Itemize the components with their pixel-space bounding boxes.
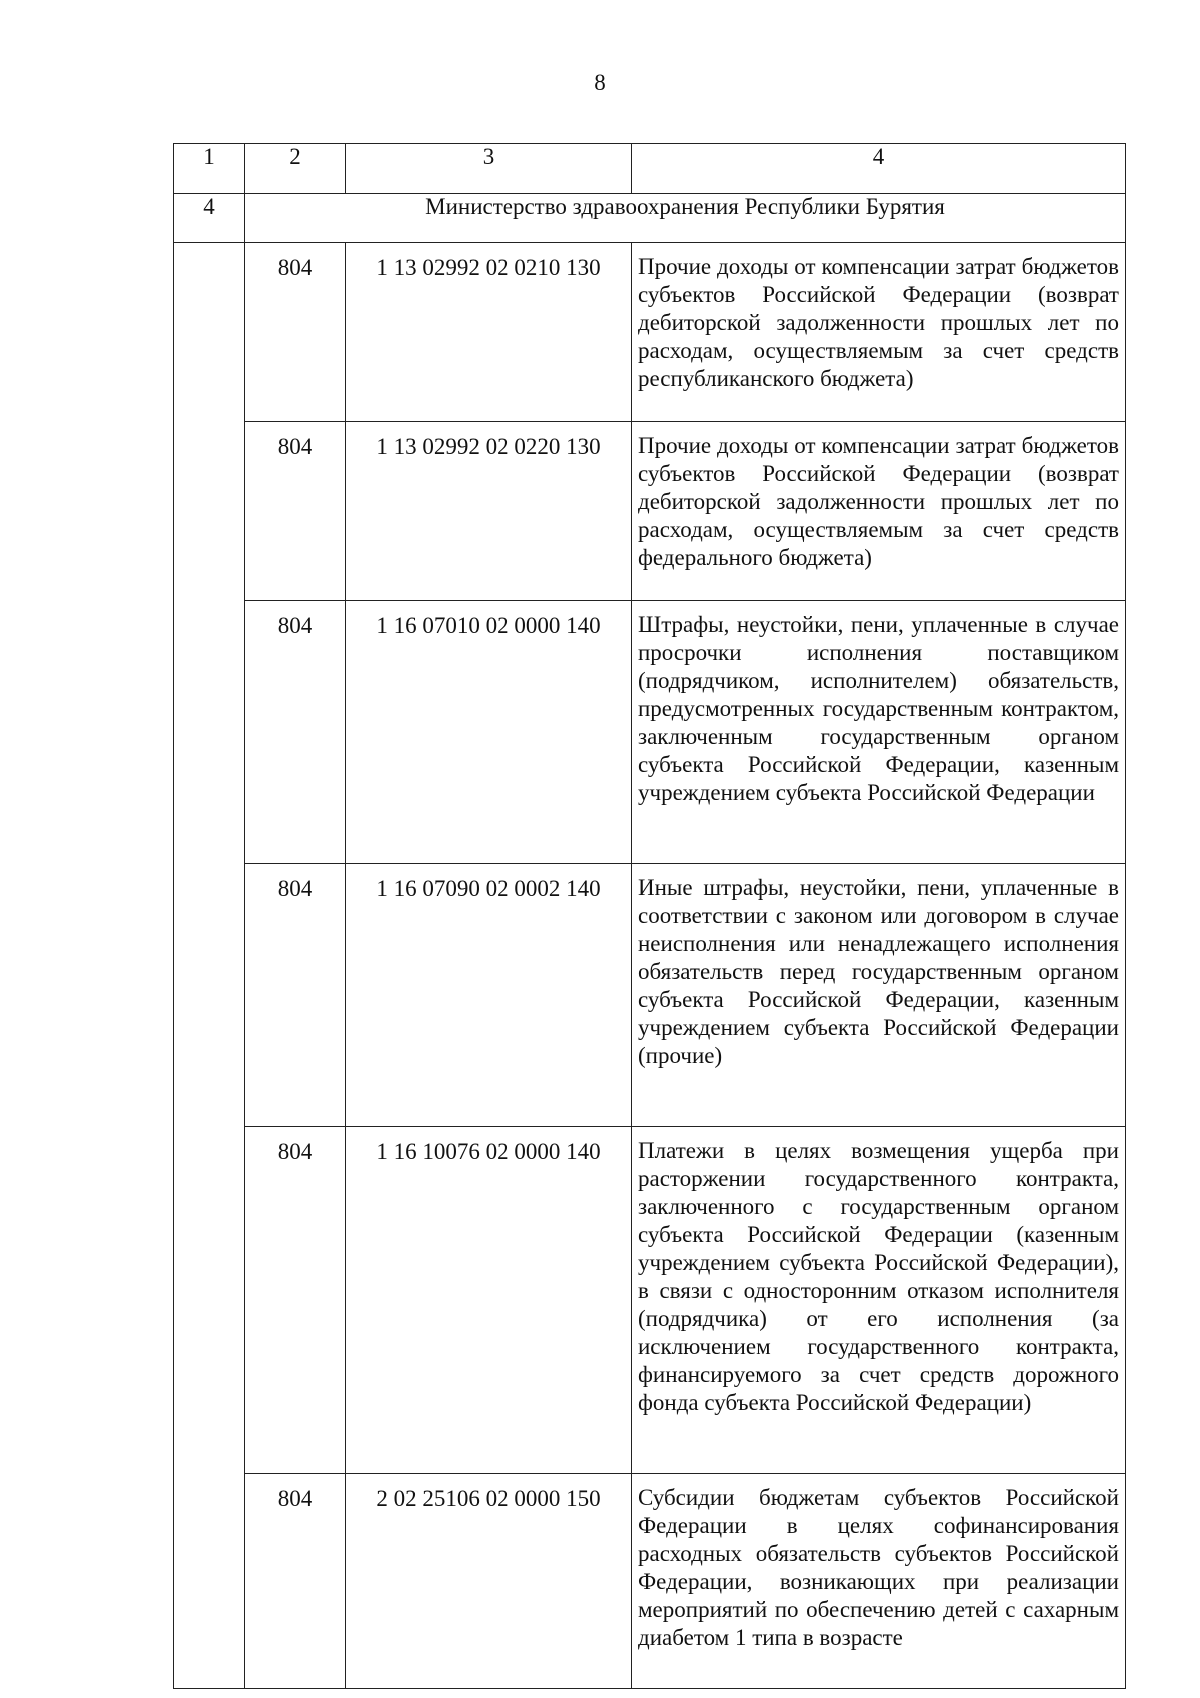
revenue-code: 1 13 02992 02 0210 130 [346,243,632,422]
group-spacer-cell [174,243,245,1689]
revenue-description: Платежи в целях возмещения ущерба при расторжении государственного контракта, заключенного с государственным органом субъекта Российской Федерации (казенным учреждением субъекта Российской Федерации), в связи с односторонним отказом исполнителя (подрядчика) от его исполнения (за исключением государственного контракта, финансируемого за счет средств дорожного фонда субъекта Российской Федерации) [632,1127,1126,1474]
ministry-row [174,194,1126,243]
ministry-number: 4 [174,194,245,243]
header-col-3: 3 [346,144,632,194]
revenue-code: 1 16 07010 02 0000 140 [346,601,632,864]
header-col-2: 2 [245,144,346,194]
page-number: 8 [594,70,606,95]
table-row [174,243,1126,422]
admin-code: 804 [245,243,346,422]
admin-code: 804 [245,864,346,1127]
ministry-title: Министерство здравоохранения Республики Бурятия [245,194,1126,243]
revenue-description: Субсидии бюджетам субъектов Российской Федерации в целях софинансирования расходных обязательств субъектов Российской Федерации, возникающих при реализации мероприятий по обеспечению детей с сахарным диабетом 1 типа в возрасте [632,1474,1126,1689]
revenue-description: Штрафы, неустойки, пени, уплаченные в случае просрочки исполнения поставщиком (подрядчиком, исполнителем) обязательств, предусмотренных государственным контрактом, заключенным государственным органом субъекта Российской Федерации, казенным учреждением субъекта Российской Федерации [632,601,1126,864]
revenue-codes-table [173,143,1126,1689]
revenue-description: Прочие доходы от компенсации затрат бюджетов субъектов Российской Федерации (возврат дебиторской задолженности прошлых лет по расходам, осуществляемым за счет средств республиканского бюджета) [632,243,1126,422]
header-col-1: 1 [174,144,245,194]
admin-code: 804 [245,422,346,601]
revenue-description: Иные штрафы, неустойки, пени, уплаченные в соответствии с законом или договором в случае неисполнения или ненадлежащего исполнения обязательств перед государственным органом субъекта Российской Федерации, казенным учреждением субъекта Российской Федерации (прочие) [632,864,1126,1127]
admin-code: 804 [245,601,346,864]
header-col-4: 4 [632,144,1126,194]
revenue-description: Прочие доходы от компенсации затрат бюджетов субъектов Российской Федерации (возврат дебиторской задолженности прошлых лет по расходам, осуществляемым за счет средств федерального бюджета) [632,422,1126,601]
revenue-code: 1 13 02992 02 0220 130 [346,422,632,601]
table-row [174,1127,1126,1474]
table-row [174,1474,1126,1689]
table-row [174,601,1126,864]
table-header-row [174,144,1126,194]
revenue-code: 2 02 25106 02 0000 150 [346,1474,632,1689]
admin-code: 804 [245,1127,346,1474]
table-row [174,422,1126,601]
revenue-code: 1 16 10076 02 0000 140 [346,1127,632,1474]
revenue-code: 1 16 07090 02 0002 140 [346,864,632,1127]
admin-code: 804 [245,1474,346,1689]
table-row [174,864,1126,1127]
